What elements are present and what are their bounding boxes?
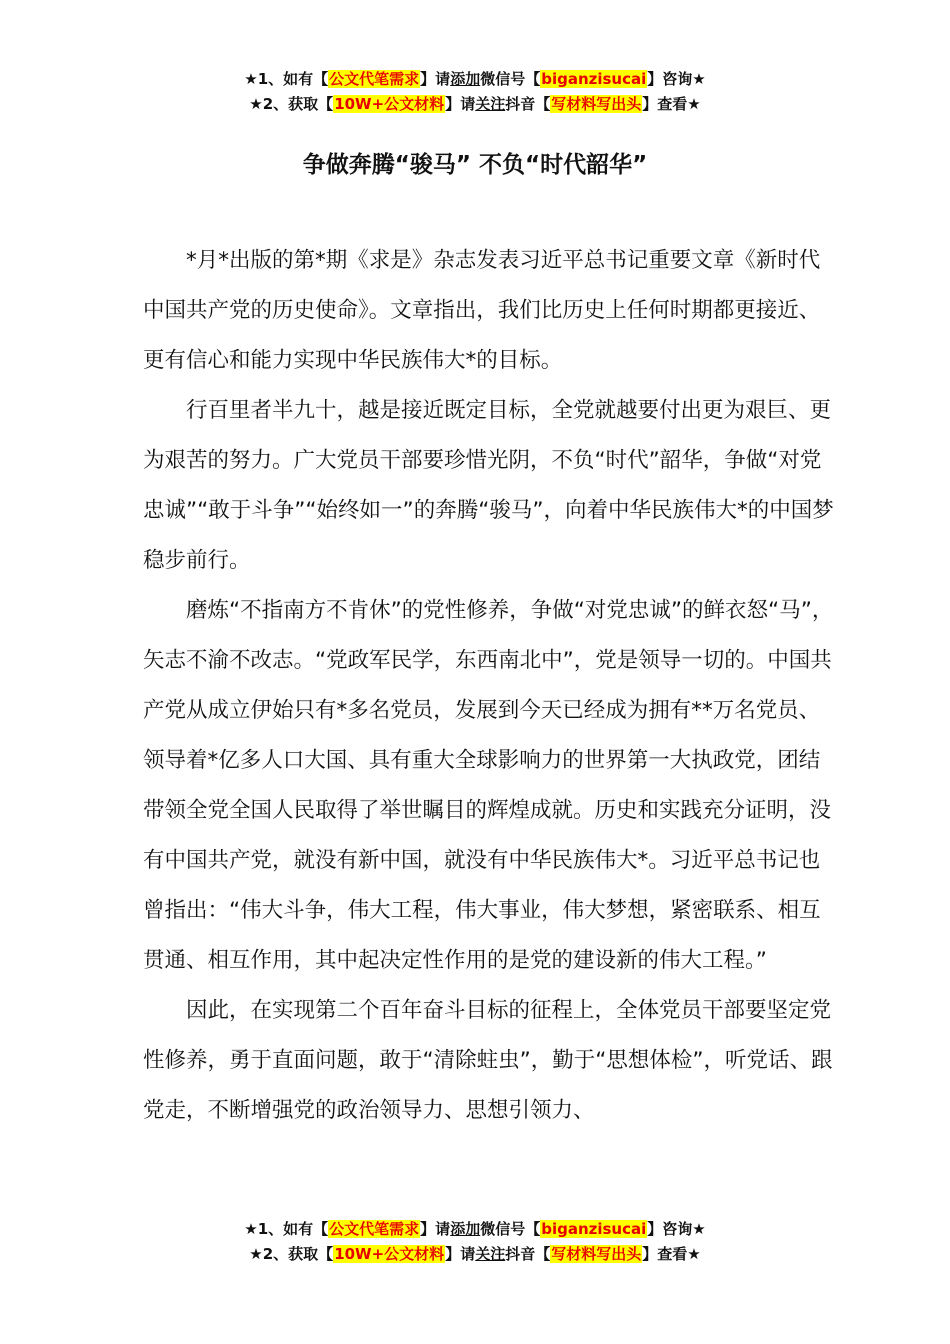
header-underline-add: 添加 (450, 70, 481, 88)
footer-line-1-text-2: 微信号【 (480, 1220, 541, 1238)
header-line-2-suffix: 】查看★ (642, 95, 701, 113)
footer-banner (0, 1217, 950, 1267)
footer-line-2-text-2: 抖音【 (505, 1245, 551, 1263)
header-line-1 (0, 67, 950, 92)
footer-line-2-prefix: ★2、获取【 (249, 1245, 334, 1263)
header-banner (0, 67, 950, 117)
header-highlight-service: 公文代笔需求 (329, 70, 420, 88)
header-line-1-prefix: ★1、如有【 (244, 70, 329, 88)
paragraph-2: 行百里者半九十，越是接近既定目标，全党就越要付出更为艰巨、更为艰苦的努力。广大党员干部要珍惜光阴，不负“时代”韶华，争做“对党忠诚”“敢于斗争”“始终如一”的奔腾“骏马”，向着中华民族伟大*的中国梦稳步前行。 (143, 398, 834, 573)
footer-highlight-materials: 10W+公文材料 (334, 1245, 445, 1263)
footer-underline-add: 添加 (450, 1220, 481, 1238)
header-highlight-douyin: 写材料写出头 (551, 95, 642, 113)
paragraph-1: *月*出版的第*期《求是》杂志发表习近平总书记重要文章《新时代中国共产党的历史使命》。文章指出，我们比历史上任何时期都更接近、更有信心和能力实现中华民族伟大*的目标。 (143, 248, 821, 373)
header-line-1-suffix: 】咨询★ (647, 70, 706, 88)
footer-line-2-suffix: 】查看★ (642, 1245, 701, 1263)
footer-line-1-suffix: 】咨询★ (647, 1220, 706, 1238)
header-highlight-wechat-id: biganzisucai (541, 70, 647, 88)
header-highlight-materials: 10W+公文材料 (334, 95, 445, 113)
header-line-2-prefix: ★2、获取【 (249, 95, 334, 113)
footer-highlight-wechat-id: biganzisucai (541, 1220, 647, 1238)
header-line-2 (0, 92, 950, 117)
footer-line-1-text: 】请 (420, 1220, 451, 1238)
footer-underline-follow: 关注 (475, 1245, 506, 1263)
paragraph-3: 磨炼“不指南方不肯休”的党性修养，争做“对党忠诚”的鲜衣怒“马”，矢志不渝不改志。“党政军民学，东西南北中”，党是领导一切的。中国共产党从成立伊始只有*多名党员，发展到今天已经成为拥有**万名党员、领导着*亿多人口大国、具有重大全球影响力的世界第一大执政党，团结带领全党全国人民取得了举世瞩目的辉煌成就。历史和实践充分证明，没有中国共产党，就没有新中国，就没有中华民族伟大*。习近平总书记也曾指出：“伟大斗争，伟大工程，伟大事业，伟大梦想，紧密联系、相互贯通、相互作用，其中起决定性作用的是党的建设新的伟大工程。” (143, 598, 834, 973)
header-line-2-text: 】请 (445, 95, 476, 113)
footer-line-2-text: 】请 (445, 1245, 476, 1263)
header-underline-follow: 关注 (475, 95, 506, 113)
paragraph-4: 因此，在实现第二个百年奋斗目标的征程上，全体党员干部要坚定党性修养，勇于直面问题，敢于“清除蛀虫”，勤于“思想体检”，听党话、跟党走，不断增强党的政治领导力、思想引领力、 (143, 998, 833, 1123)
header-line-1-text: 】请 (420, 70, 451, 88)
footer-highlight-service: 公文代笔需求 (329, 1220, 420, 1238)
footer-highlight-douyin: 写材料写出头 (551, 1245, 642, 1263)
footer-line-2 (0, 1242, 950, 1267)
footer-line-1 (0, 1217, 950, 1242)
footer-line-1-prefix: ★1、如有【 (244, 1220, 329, 1238)
header-line-1-text-2: 微信号【 (480, 70, 541, 88)
header-line-2-text-2: 抖音【 (505, 95, 551, 113)
article-body (143, 236, 835, 1136)
article-title: 争做奔腾“骏马” 不负“时代韶华” (302, 152, 648, 178)
